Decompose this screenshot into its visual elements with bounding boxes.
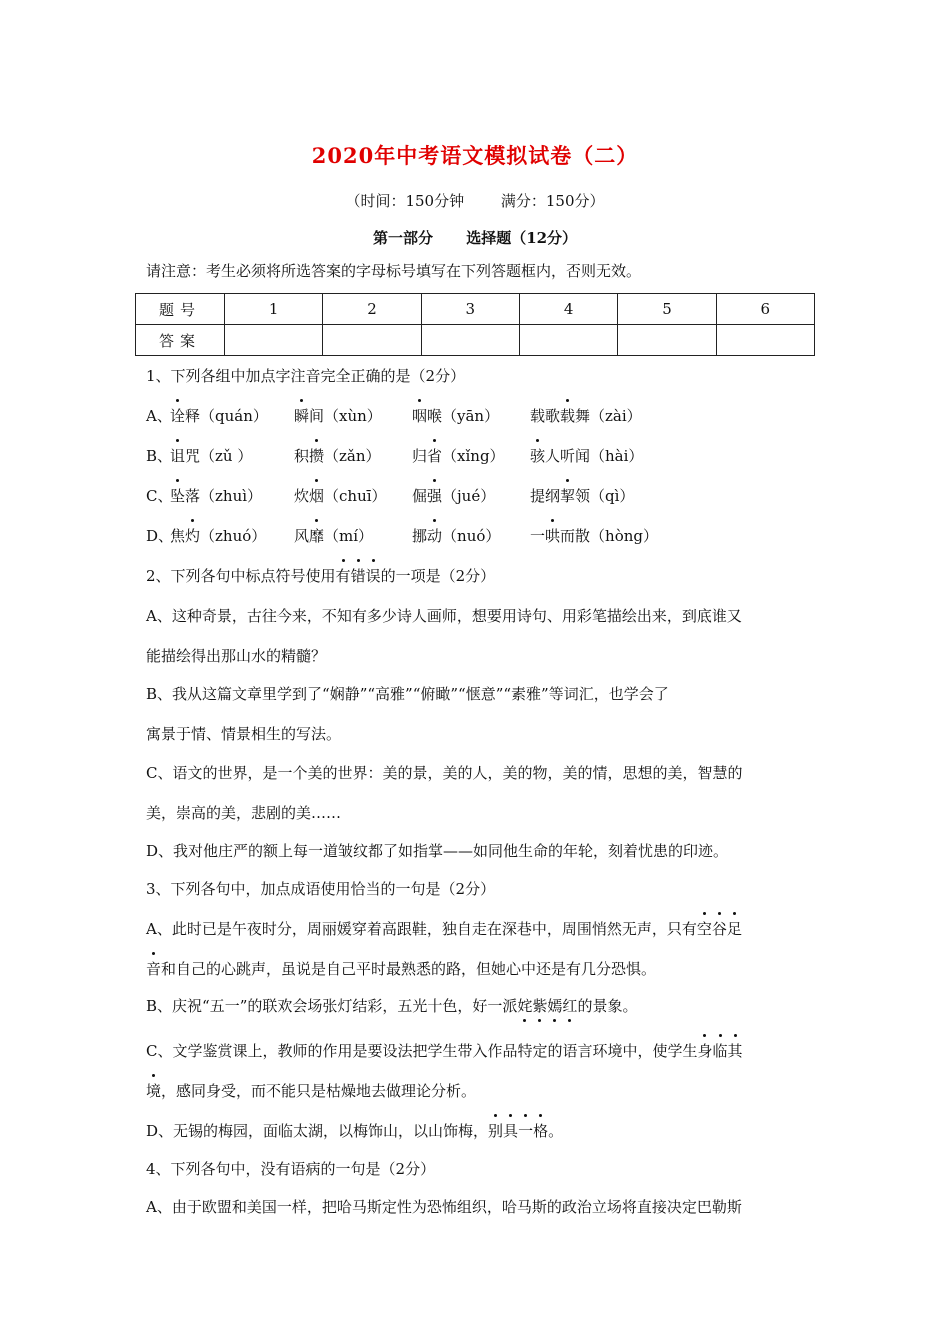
q1-a-item-2: [294, 405, 382, 426]
dotted-char: 烟: [309, 487, 325, 505]
q3-a-text-cont: 和自己的心跳声，虽说是自己平时最熟悉的路，但她心中还是有几分恐惧。: [161, 960, 657, 978]
dotted-char: 格: [533, 1122, 549, 1140]
dotted-char: 强: [427, 487, 443, 505]
q1-c-prefix: C、: [146, 487, 173, 505]
item-rest: （nuó）: [442, 527, 501, 545]
q2-option-d-line-1: D、我对他庄严的额上每一道皱纹都了如指掌——如同他生命的年轮，刻着忧患的印迹。: [146, 842, 729, 860]
item-rest: （zhuó）: [200, 527, 267, 545]
dotted-char: 红: [562, 997, 578, 1015]
q1-a-item-1: [170, 405, 268, 426]
q1-c-item-2: [294, 485, 387, 506]
item-rest: 人听闻（hài）: [545, 447, 644, 465]
dotted-char: 错: [350, 567, 366, 585]
dotted-char: 载: [560, 407, 576, 425]
q1-c-item-3: [412, 485, 495, 506]
dotted-char: 靡: [309, 527, 325, 545]
dotted-char: 坠: [170, 487, 186, 505]
q3-option-c-line-2: [146, 1080, 476, 1101]
q3-option-a-line-1: [146, 918, 742, 939]
item-pre: 风: [294, 527, 310, 545]
item-rest: （jué）: [442, 487, 496, 505]
q2-stem-pre: 2、下列各句中标点符号使用: [146, 567, 336, 585]
q2-stem: [146, 565, 495, 586]
q2-option-b-line-2: 寓景于情、情景相生的写法。: [146, 725, 342, 743]
q2-option-c-line-1: C、语文的世界，是一个美的世界：美的景，美的人，美的物，美的情，思想的美，智慧的: [146, 764, 743, 782]
q4-stem: 4、下列各句中，没有语病的一句是（2分）: [146, 1160, 436, 1178]
dotted-char: 谷: [711, 920, 727, 938]
answer-cell-4[interactable]: [519, 325, 617, 356]
q1-d-item-3: [412, 525, 500, 546]
question-number-3: 3: [421, 294, 519, 325]
q1-b-prefix: B、: [146, 447, 173, 465]
q1-b-item-3: [412, 445, 505, 466]
answer-cell-5[interactable]: [618, 325, 716, 356]
dotted-char: 足: [726, 920, 742, 938]
q1-a-item-3: [412, 405, 499, 426]
section-heading: [0, 227, 950, 248]
item-pre: 一: [530, 527, 546, 545]
dotted-char: 诅: [170, 447, 186, 465]
item-rest: 咒（zǔ ）: [185, 447, 253, 465]
q2-option-b-line-1: B、我从这篇文章里学到了“娴静”“高雅”“俯瞰”“惬意”“素雅”等词汇，也学会了: [146, 685, 669, 703]
item-rest: 释（quán）: [185, 407, 268, 425]
q1-d-item-1: [170, 525, 266, 546]
q1-c-item-4: [530, 485, 634, 506]
notice-text: 请注意：考生必须将所选答案的字母标号填写在下列答题框内，否则无效。: [146, 262, 642, 280]
question-number-4: 4: [519, 294, 617, 325]
q3-option-a-line-2: [146, 958, 656, 979]
item-rest: 领（qì）: [575, 487, 635, 505]
dotted-char: 攒: [309, 447, 325, 465]
item-rest: 落（zhuì）: [185, 487, 263, 505]
item-pre: 提纲: [530, 487, 561, 505]
q3-b-text-end: 的景象。: [577, 997, 638, 1015]
item-pre: 积: [294, 447, 310, 465]
dotted-char: 哄: [545, 527, 561, 545]
q2-option-a-line-1: A、这种奇景，古往今来，不知有多少诗人画师，想要用诗句、用彩笔描绘出来，到底谁又: [146, 607, 742, 625]
dotted-char: 骇: [530, 447, 546, 465]
q1-d-item-4: [530, 525, 658, 546]
dotted-char: 紫: [532, 997, 548, 1015]
answer-cell-6[interactable]: [716, 325, 814, 356]
dotted-char: 挈: [560, 487, 576, 505]
item-rest: （xǐng）: [442, 447, 505, 465]
q1-d-prefix: D、: [146, 527, 174, 545]
answer-table: [135, 293, 815, 356]
q1-c-item-1: [170, 485, 262, 506]
q3-d-text-end: 。: [548, 1122, 564, 1140]
dotted-char: 瞬: [294, 407, 310, 425]
q3-c-text: C、文学鉴赏课上，教师的作用是要设法把学生带入作品特定的语言环境中，使学生: [146, 1042, 698, 1060]
full-score: 满分：150分）: [500, 192, 605, 210]
q1-b-item-2: [294, 445, 381, 466]
answer-table-header-row: [136, 294, 815, 325]
item-pre: 焦: [170, 527, 186, 545]
item-pre: 归: [412, 447, 428, 465]
dotted-char: 姹: [517, 997, 533, 1015]
q1-b-item-4: [530, 445, 643, 466]
dotted-char: 误: [365, 567, 381, 585]
q1-a-item-4: [530, 405, 642, 426]
q2-stem-post: 的一项是（2分）: [380, 567, 496, 585]
dotted-char: 嫣: [547, 997, 563, 1015]
q3-option-b: [146, 995, 637, 1016]
section-part: 第一部分: [372, 229, 433, 247]
item-rest: 喉（yān）: [427, 407, 500, 425]
dotted-char: 别: [488, 1122, 504, 1140]
dotted-char: 音: [146, 960, 162, 978]
dotted-char: 具: [503, 1122, 519, 1140]
q4-option-a-line-1: A、由于欧盟和美国一样，把哈马斯定性为恐怖组织，哈马斯的政治立场将直接决定巴勒斯: [146, 1198, 742, 1216]
dotted-char: 其: [727, 1042, 743, 1060]
item-pre: 炊: [294, 487, 310, 505]
q3-stem: 3、下列各句中，加点成语使用恰当的一句是（2分）: [146, 880, 496, 898]
time-info: [0, 190, 950, 211]
question-number-6: 6: [716, 294, 814, 325]
item-rest: （chuī）: [324, 487, 387, 505]
item-rest: 而散（hòng）: [560, 527, 658, 545]
q3-b-text: B、庆祝“五一”的联欢会场张灯结彩，五光十色，好一派: [146, 997, 518, 1015]
question-number-5: 5: [618, 294, 716, 325]
dotted-char: 空: [696, 920, 712, 938]
q2-option-c-line-2: 美，崇高的美，悲剧的美……: [146, 804, 342, 822]
item-rest: （mí）: [324, 527, 374, 545]
time-limit: （时间：150分钟: [345, 192, 465, 210]
q1-a-prefix: A、: [146, 407, 172, 425]
question-number-label: 题号: [136, 294, 225, 325]
q3-c-text-cont: ，感同身受，而不能只是枯燥地去做理论分析。: [161, 1082, 477, 1100]
dotted-char: 咽: [412, 407, 428, 425]
answer-cell-2[interactable]: [323, 325, 421, 356]
exam-title: 2020年中考语文模拟试卷（二）: [311, 143, 639, 168]
dotted-char: 有: [335, 567, 351, 585]
dotted-char: 境: [146, 1082, 162, 1100]
q3-a-text: A、此时已是午夜时分，周丽媛穿着高跟鞋，独自走在深巷中，周围悄然无声，只有: [146, 920, 697, 938]
q1-d-item-2: [294, 525, 373, 546]
dotted-char: 省: [427, 447, 443, 465]
section-name: 选择题（12分）: [466, 229, 578, 247]
item-rest: 舞（zài）: [575, 407, 642, 425]
q1-b-item-1: [170, 445, 252, 466]
answer-label: 答案: [136, 325, 225, 356]
q1-stem: 1、下列各组中加点字注音完全正确的是（2分）: [146, 367, 466, 385]
item-pre: 载歌: [530, 407, 561, 425]
question-number-1: 1: [225, 294, 323, 325]
answer-cell-1[interactable]: [225, 325, 323, 356]
item-rest: （zǎn）: [324, 447, 381, 465]
answer-table-answer-row: [136, 325, 815, 356]
q2-option-a-line-2: 能描绘得出那山水的精髓？: [146, 647, 327, 665]
question-number-2: 2: [323, 294, 421, 325]
q3-d-text: D、无锡的梅园，面临太湖，以梅饰山，以山饰梅，: [146, 1122, 489, 1140]
item-pre: 倔: [412, 487, 428, 505]
q3-option-d: [146, 1120, 563, 1141]
item-pre: 挪: [412, 527, 428, 545]
item-rest: 间（xùn）: [309, 407, 382, 425]
answer-cell-3[interactable]: [421, 325, 519, 356]
dotted-char: 身: [697, 1042, 713, 1060]
dotted-char: 动: [427, 527, 443, 545]
q3-option-c-line-1: [146, 1040, 743, 1061]
dotted-char: 灼: [185, 527, 201, 545]
dotted-char: 临: [712, 1042, 728, 1060]
dotted-char: 诠: [170, 407, 186, 425]
dotted-char: 一: [518, 1122, 534, 1140]
